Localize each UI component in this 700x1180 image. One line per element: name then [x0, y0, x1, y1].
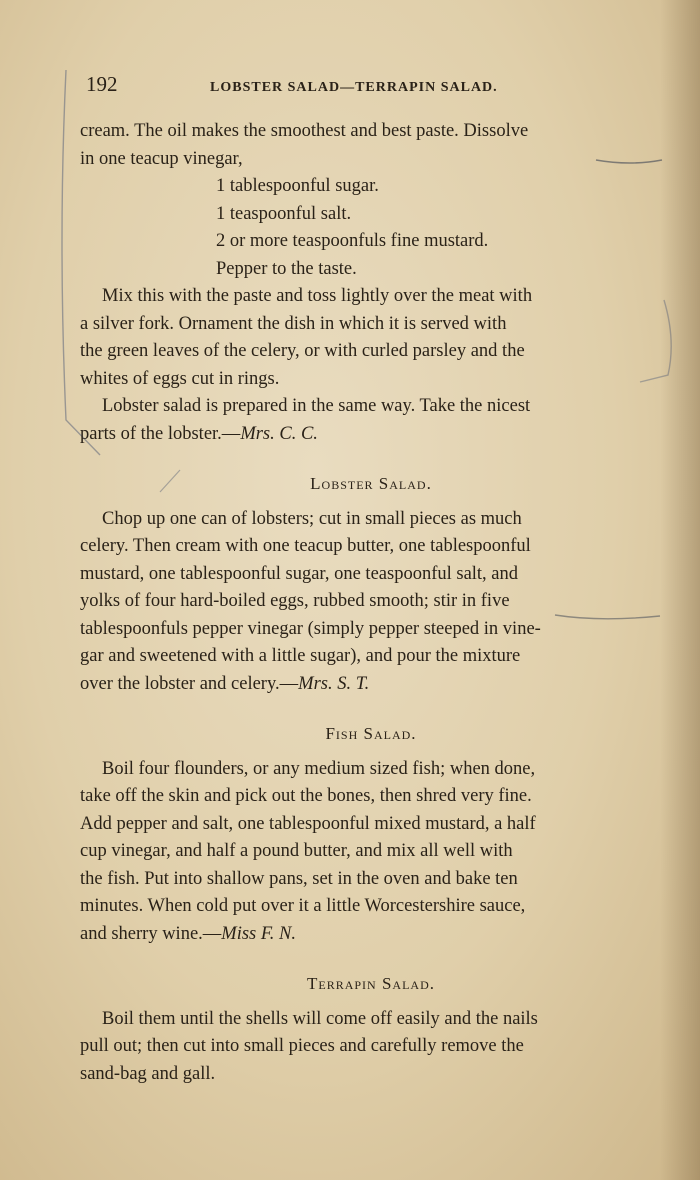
text-line: in one teacup vinegar,	[80, 148, 243, 169]
text-line: Boil four flounders, or any medium sized fish; when done,	[102, 758, 536, 779]
ingredient-line: 2 or more teaspoonfuls fine mustard.	[216, 231, 489, 251]
text-line: celery. Then cream with one teacup butter, one tablespoonful	[80, 536, 531, 556]
text-line: Add pepper and salt, one tablespoonful mixed mustard, a half	[80, 813, 536, 834]
text-line: gar and sweetened with a little sugar), and pour the mixture	[80, 646, 521, 666]
attribution: Mrs. C. C.	[240, 423, 318, 444]
text-line: cup vinegar, and half a pound butter, and mix all well with	[80, 841, 513, 861]
text-line: minutes. When cold put over it a little Worcestershire sauce,	[80, 896, 526, 916]
text-line: whites of eggs cut in rings.	[80, 368, 280, 389]
attribution: Miss F. N.	[221, 923, 296, 944]
text-line: mustard, one tablespoonful sugar, one teaspoonful salt, and	[80, 563, 519, 584]
page-body	[80, 118, 662, 1088]
text-run: parts of the lobster.—	[80, 423, 241, 444]
text-line: tablespoonfuls pepper vinegar (simply pepper steeped in vine-	[80, 618, 541, 639]
text-line	[80, 921, 662, 949]
text-line: take off the skin and pick out the bones, then shred very fine.	[80, 786, 532, 806]
page-header	[86, 72, 566, 102]
text-run: over the lobster and celery.—	[80, 673, 299, 694]
text-line	[80, 671, 662, 699]
section-heading-lobster: Lobster Salad.	[310, 474, 432, 493]
ingredient-line: Pepper to the taste.	[216, 258, 357, 279]
text-line: pull out; then cut into small pieces and carefully remove the	[80, 1036, 524, 1056]
page-number: 192	[86, 72, 118, 96]
text-line: Boil them until the shells will come off easily and the nails	[102, 1008, 538, 1029]
text-line: sand-bag and gall.	[80, 1063, 216, 1084]
text-line: Lobster salad is prepared in the same way. Take the nicest	[102, 396, 531, 416]
text-line: Mix this with the paste and toss lightly over the meat with	[102, 286, 533, 306]
section-heading-terrapin: Terrapin Salad.	[306, 974, 435, 993]
ingredient-line: 1 teaspoonful salt.	[216, 203, 352, 224]
text-line: cream. The oil makes the smoothest and best paste. Dissolve	[80, 121, 529, 141]
text-line	[80, 421, 662, 449]
ingredient-line: 1 tablespoonful sugar.	[216, 176, 379, 196]
text-run: and sherry wine.—	[80, 923, 222, 944]
attribution: Mrs. S. T.	[298, 673, 370, 694]
section-heading-fish: Fish Salad.	[325, 724, 417, 743]
running-head: LOBSTER SALAD—TERRAPIN SALAD.	[210, 80, 498, 95]
text-line: a silver fork. Ornament the dish in which it is served with	[80, 313, 507, 334]
text-line: Chop up one can of lobsters; cut in small pieces as much	[102, 508, 522, 529]
text-line: the green leaves of the celery, or with curled parsley and the	[80, 341, 525, 361]
text-line: the fish. Put into shallow pans, set in the oven and bake ten	[80, 868, 518, 889]
text-line: yolks of four hard-boiled eggs, rubbed smooth; stir in five	[80, 591, 510, 611]
